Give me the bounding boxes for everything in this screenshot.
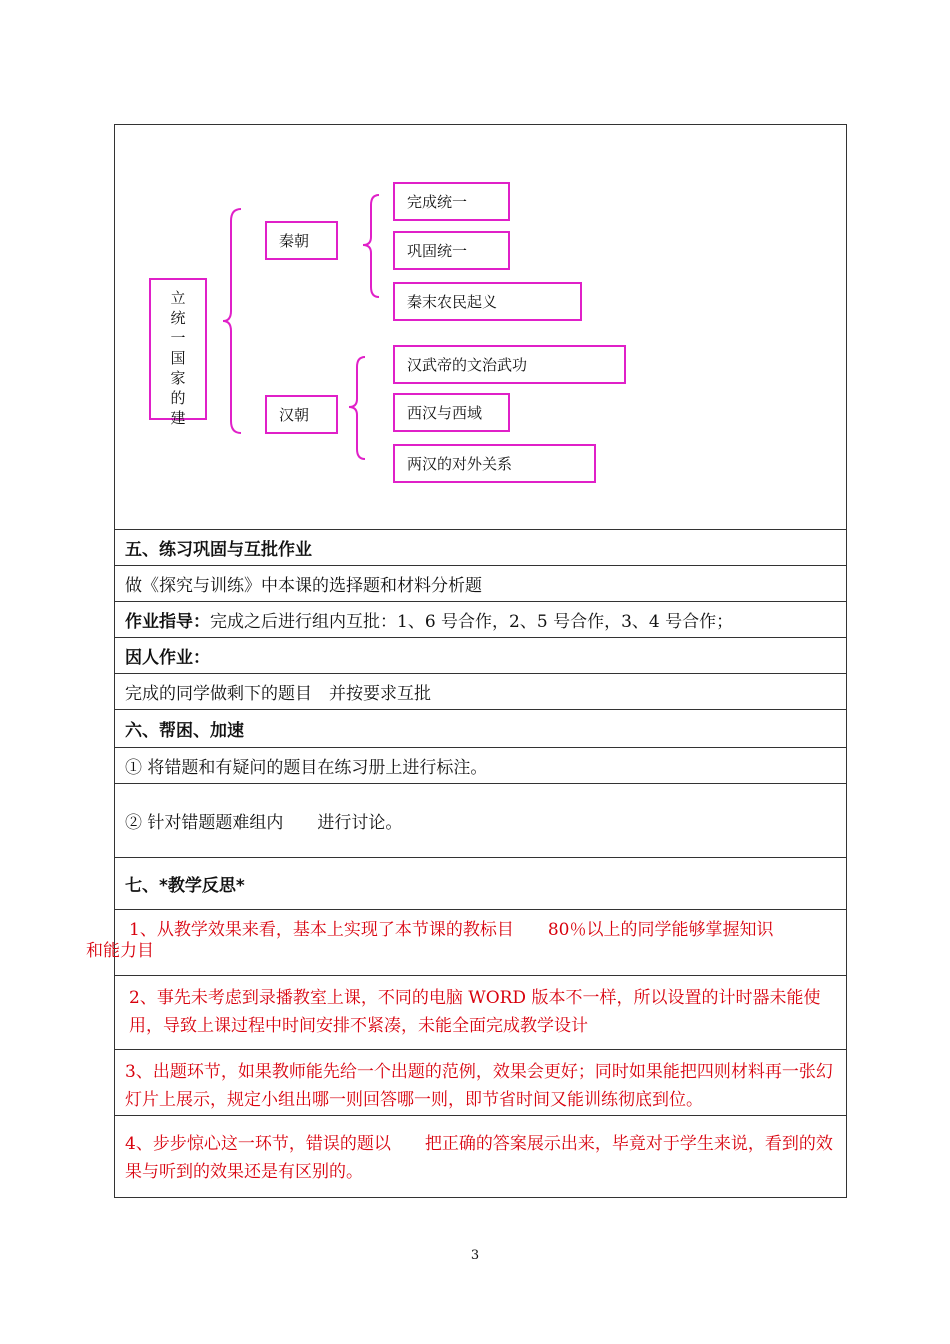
guide-label: 作业指导： [125,612,210,632]
han-dynasty-box [265,395,338,434]
qin-dynasty-box [265,221,338,260]
knowledge-structure-diagram [115,125,846,529]
section6-title: 六、帮困、加速 [115,709,846,747]
section5-personal-text: 完成的同学做剩下的题目 并按要求互批 [115,673,846,709]
qin-item-1: 完成统一 [393,182,510,221]
section7-title: 七、*教学反思* [115,857,846,909]
section5-personal [115,637,846,673]
reflection-3: 3、出题环节，如果教师能先给一个出题的范例，效果会更好；同时如果能把四则材料再一张幻灯片上展示，规定小组出哪一则回答哪一则，即节省时间又能训练彻底到位。 [115,1049,846,1115]
han-item-3: 两汉的对外关系 [393,444,596,483]
han-label: 汉朝 [279,406,310,424]
han-item-1: 汉武帝的文治武功 [393,345,626,384]
reflection-1-overflow: 和能力目 [86,941,154,961]
section6-item-1: ① 将错题和有疑问的题目在练习册上进行标注。 [115,747,846,783]
han-brace [345,355,369,461]
guide-text: 完成之后进行组内互批：1、6 号合作，2、5 号合作，3、4 号合作； [210,612,734,632]
lesson-plan-table [114,124,847,1198]
diagram-root-text: 立统一国家的建 [170,289,186,427]
han-item-2: 西汉与西域 [393,393,510,432]
section5-guide [115,601,846,637]
main-brace [219,207,245,435]
reflection-4: 4、步步惊心这一环节，错误的题以 把正确的答案展示出来，毕竟对于学生来说，看到的效果与听到的效果还是有区别的。 [115,1115,846,1197]
qin-brace [359,193,383,299]
diagram-root-box [149,278,207,427]
section6-item-2: ② 针对错题题难组内 进行讨论。 [115,783,846,857]
reflection-2: 2、事先未考虑到录播教室上课，不同的电脑 WORD 版本不一样，所以设置的计时器未能使用，导致上课过程中时间安排不紧凑，未能全面完成教学设计 [115,975,846,1049]
qin-item-2: 巩固统一 [393,231,510,270]
reflection-1: 1、从教学效果来看，基本上实现了本节课的教标目 80％以上的同学能够掌握知识 [115,909,846,975]
qin-item-3: 秦末农民起义 [393,282,582,321]
personal-label: 因人作业： [125,648,210,668]
section5-title: 五、练习巩固与互批作业 [115,529,846,565]
section5-task: 做《探究与训练》中本课的选择题和材料分析题 [115,565,846,601]
qin-label: 秦朝 [279,232,310,250]
page-number: 3 [470,1248,480,1263]
